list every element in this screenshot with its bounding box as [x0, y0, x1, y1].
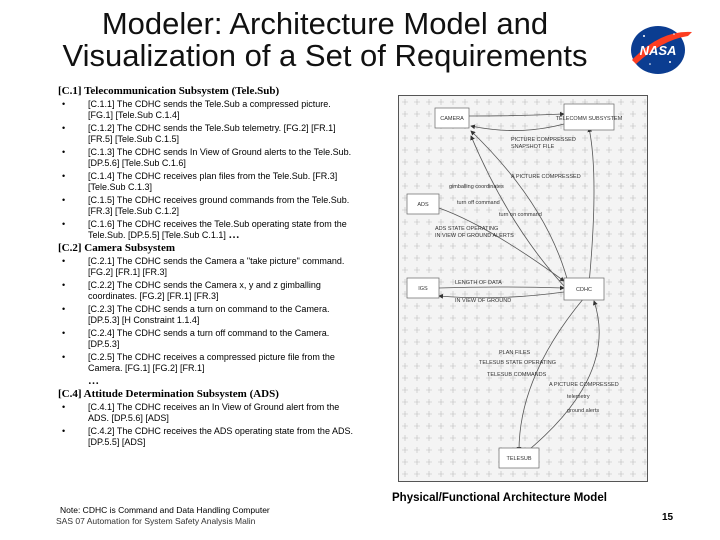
node-telesub: TELESUB — [506, 456, 532, 462]
slide-title — [0, 8, 650, 72]
section-heading-c2: [C.2] Camera Subsystem — [58, 242, 176, 254]
edge-label: turn off command — [457, 200, 500, 206]
list-item: • [C.1.3] The CDHC sends In View of Ground alerts to the Tele.Sub. [DP.5.6] [Tele.Sub C.1.6] — [62, 147, 352, 168]
requirements-list — [58, 86, 358, 450]
node-cdhc: CDHC — [576, 287, 592, 293]
list-item: • [C.2.1] The CDHC sends the Camera a "take picture" command. [FG.2] [FR.1] [FR.3] — [62, 256, 345, 277]
node-telecomm: TELECOMM SUBSYSTEM — [555, 116, 623, 122]
section-c1-items — [58, 99, 358, 241]
edge-label: gimballing coordinates — [449, 184, 504, 190]
edge-label: IN VIEW OF GROUND ALERTS — [435, 233, 514, 239]
list-item: • [C.2.5] The CDHC receives a compressed picture file from the Camera. [FG.1] [FG.2] [FR.1] — [62, 352, 335, 373]
ellipsis: … — [88, 375, 99, 387]
node-camera: CAMERA — [440, 116, 464, 122]
edge-label: telemetry — [567, 394, 590, 400]
edge-label: LENGTH OF DATA — [455, 280, 502, 286]
edge-label: ADS STATE OPERATING — [435, 226, 499, 232]
node-igs: IGS — [418, 286, 428, 292]
title-line-1: Modeler: Architecture Model and — [101, 6, 549, 41]
edge-label: A PICTURE COMPRESSED — [511, 174, 581, 180]
list-item: • [C.1.4] The CDHC receives plan files from the Tele.Sub. [FR.3] [Tele.Sub C.1.3] — [62, 171, 338, 192]
section-heading-c1: [C.1] Telecommunication Subsystem (Tele.Sub) — [58, 85, 280, 97]
edge-label: turn on command — [499, 212, 542, 218]
edge-label: TELESUB STATE OPERATING — [479, 360, 557, 366]
architecture-diagram — [398, 95, 648, 482]
nasa-logo-text: NASA — [639, 43, 677, 58]
edge-label: PICTURE COMPRESSED — [511, 137, 576, 143]
list-item: • [C.2.4] The CDHC sends a turn off command to the Camera. [DP.5.3] — [62, 328, 330, 349]
list-item: • [C.1.6] The CDHC receives the Tele.Sub operating state from the Tele.Sub. [DP.5.5] [Tele.Sub C.1.1] … — [62, 219, 347, 241]
ellipsis: … — [228, 229, 240, 241]
section-c2-items — [58, 256, 358, 374]
section-heading-c4: [C.4] Attitude Determination Subsystem (ADS) — [58, 388, 279, 400]
list-item: • [C.2.3] The CDHC sends a turn on command to the Camera. [DP.5.3] [H Constraint 1.1.4] — [62, 304, 330, 325]
diagram-caption: Physical/Functional Architecture Model — [392, 492, 607, 504]
node-ads: ADS — [417, 202, 429, 208]
section-c4-items — [58, 402, 358, 448]
list-item: • [C.4.1] The CDHC receives an In View of Ground alert from the ADS. [DP.5.6] [ADS] — [62, 402, 340, 423]
nasa-logo — [626, 20, 694, 78]
list-item: • [C.1.1] The CDHC sends the Tele.Sub a compressed picture. [FG.1] [Tele.Sub C.1.4] — [62, 99, 331, 120]
note-text: Note: CDHC is Command and Data Handling Computer — [60, 505, 270, 515]
footer-text: SAS 07 Automation for System Safety Analysis Malin — [56, 516, 256, 526]
page-number: 15 — [662, 512, 674, 523]
list-item: • [C.1.2] The CDHC sends the Tele.Sub telemetry. [FG.2] [FR.1] [FR.5] [Tele.Sub C.1.5] — [62, 123, 336, 144]
edge-label: PLAN FILES — [499, 350, 531, 356]
list-item: • [C.2.2] The CDHC sends the Camera x, y and z gimballing coordinates. [FG.2] [FR.1] [FR.3] — [62, 280, 321, 301]
edge-label: ground alerts — [567, 408, 600, 414]
title-line-2: Visualization of a Set of Requirements — [62, 38, 588, 73]
edge-label: TELESUB COMMANDS — [487, 372, 547, 378]
edge-label: IN VIEW OF GROUND — [455, 298, 512, 304]
list-item: • [C.4.2] The CDHC receives the ADS operating state from the ADS. [DP.5.5] [ADS] — [62, 426, 353, 447]
edge-label: SNAPSHOT FILE — [511, 144, 555, 150]
list-item: • [C.1.5] The CDHC receives ground commands from the Tele.Sub. [FR.3] [Tele.Sub C.1.2] — [62, 195, 350, 216]
edge-label: A PICTURE COMPRESSED — [549, 382, 619, 388]
